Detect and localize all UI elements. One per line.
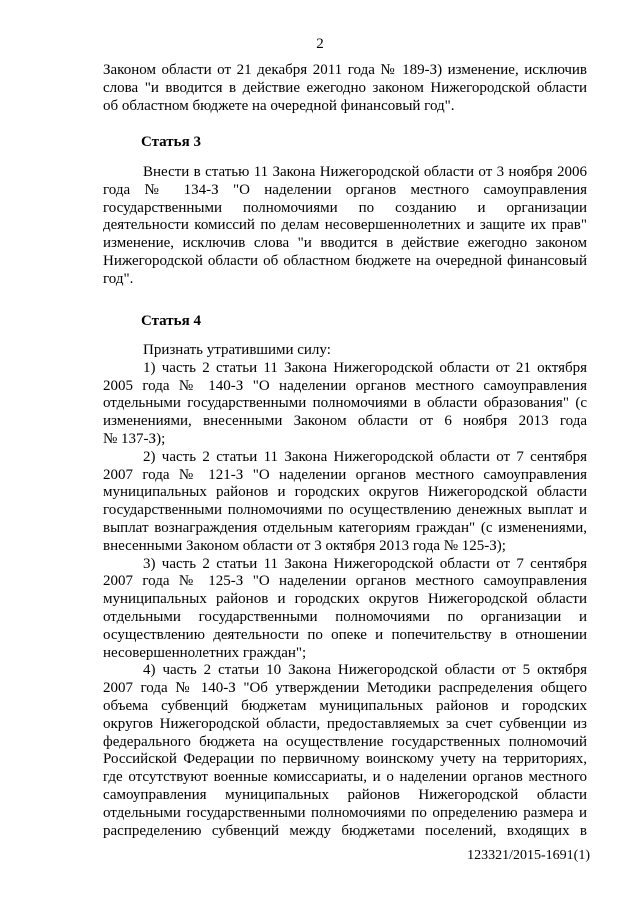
text-line: государственными полномочиями по осуществлению денежных выплат и (103, 502, 587, 519)
text-line: внесенными Законом области от 3 октября 2013 года № 125-З); (103, 537, 506, 554)
text-line: муниципальных районов и городских округов Нижегородской области (103, 484, 587, 501)
text-line: 2) часть 2 статьи 11 Закона Нижегородской области от 7 сентября (143, 448, 587, 465)
text-line: 2007 года № 125-З "О наделении органов местного самоуправления (103, 573, 587, 590)
text-line: слова "и вводится в действие ежегодно законом Нижегородской области (103, 79, 587, 96)
text-line: об областном бюджете на очередной финансовый год". (103, 97, 455, 114)
text-line: государственными полномочиями по созданию и организации (103, 199, 587, 216)
text-line: № 137-З); (103, 430, 166, 447)
text-line: объема субвенций бюджетам муниципальных районов и городских (103, 697, 587, 714)
text-line: отдельными государственными полномочиями в области образования" (с (103, 395, 587, 412)
text-line: 2007 года № 140-З "Об утверждении Методики распределения общего (103, 680, 587, 697)
document-code: 123321/2015-1691(1) (467, 848, 590, 863)
text-line: 3) часть 2 статьи 11 Закона Нижегородской области от 7 сентября (143, 555, 587, 572)
text-line: Признать утратившими силу: (143, 342, 331, 358)
text-line: Законом области от 21 декабря 2011 года № 189-З) изменение, исключив (103, 62, 587, 78)
text-line: где отсутствуют военные комиссариаты, и о наделении органов местного (103, 769, 587, 786)
text-line: год". (103, 270, 134, 287)
text-line: отдельными государственными полномочиями по определению размера и (103, 804, 587, 821)
text-line: округов Нижегородской области, предоставляемых за счет субвенции из (103, 715, 587, 732)
text-line: года № 134-З "О наделении органов местного самоуправления (103, 181, 587, 198)
article-3-heading: Статья 3 (141, 134, 201, 150)
article-3-body (103, 164, 587, 289)
text-line: самоуправления муниципальных районов Нижегородской области (103, 786, 587, 803)
text-line: 2007 года № 121-З "О наделении органов местного самоуправления (103, 466, 587, 483)
article-4-heading: Статья 4 (141, 313, 201, 329)
page-number: 2 (316, 36, 324, 52)
text-line: изменениями, внесенными Законом области от 6 ноября 2013 года (103, 413, 587, 430)
text-line: 2005 года № 140-З "О наделении органов местного самоуправления (103, 377, 587, 394)
text-line: муниципальных районов и городских округов Нижегородской области (103, 591, 587, 608)
text-line: 4) часть 2 статьи 10 Закона Нижегородской области от 5 октября (143, 662, 587, 679)
text-line: отдельными государственными полномочиями по организации и (103, 608, 587, 625)
text-line: Внести в статью 11 Закона Нижегородской области от 3 ноября 2006 (143, 164, 587, 180)
text-line: осуществлению деятельности по опеке и попечительству в отношении (103, 626, 587, 643)
article-4-body (103, 342, 587, 840)
text-line: несовершеннолетних граждан"; (103, 644, 307, 661)
text-line: Нижегородской области об областном бюджете на очередной финансовый (103, 252, 587, 269)
text-line: распределению субвенций между бюджетами поселений, входящих в (103, 822, 587, 839)
text-line: федерального бюджета на осуществление государственных полномочий (103, 733, 587, 750)
text-line: изменение, исключив слова "и вводится в действие ежегодно законом (103, 235, 587, 252)
text-line: деятельности комиссий по делам несовершеннолетних и защите их прав" (103, 217, 587, 234)
text-line: Российской Федерации по первичному воинскому учету на территориях, (103, 751, 587, 768)
text-line: 1) часть 2 статьи 11 Закона Нижегородской области от 21 октября (143, 359, 587, 376)
intro-paragraph (103, 62, 587, 115)
text-line: выплат вознаграждения отдельным категориям граждан" (с изменениями, (103, 519, 587, 536)
